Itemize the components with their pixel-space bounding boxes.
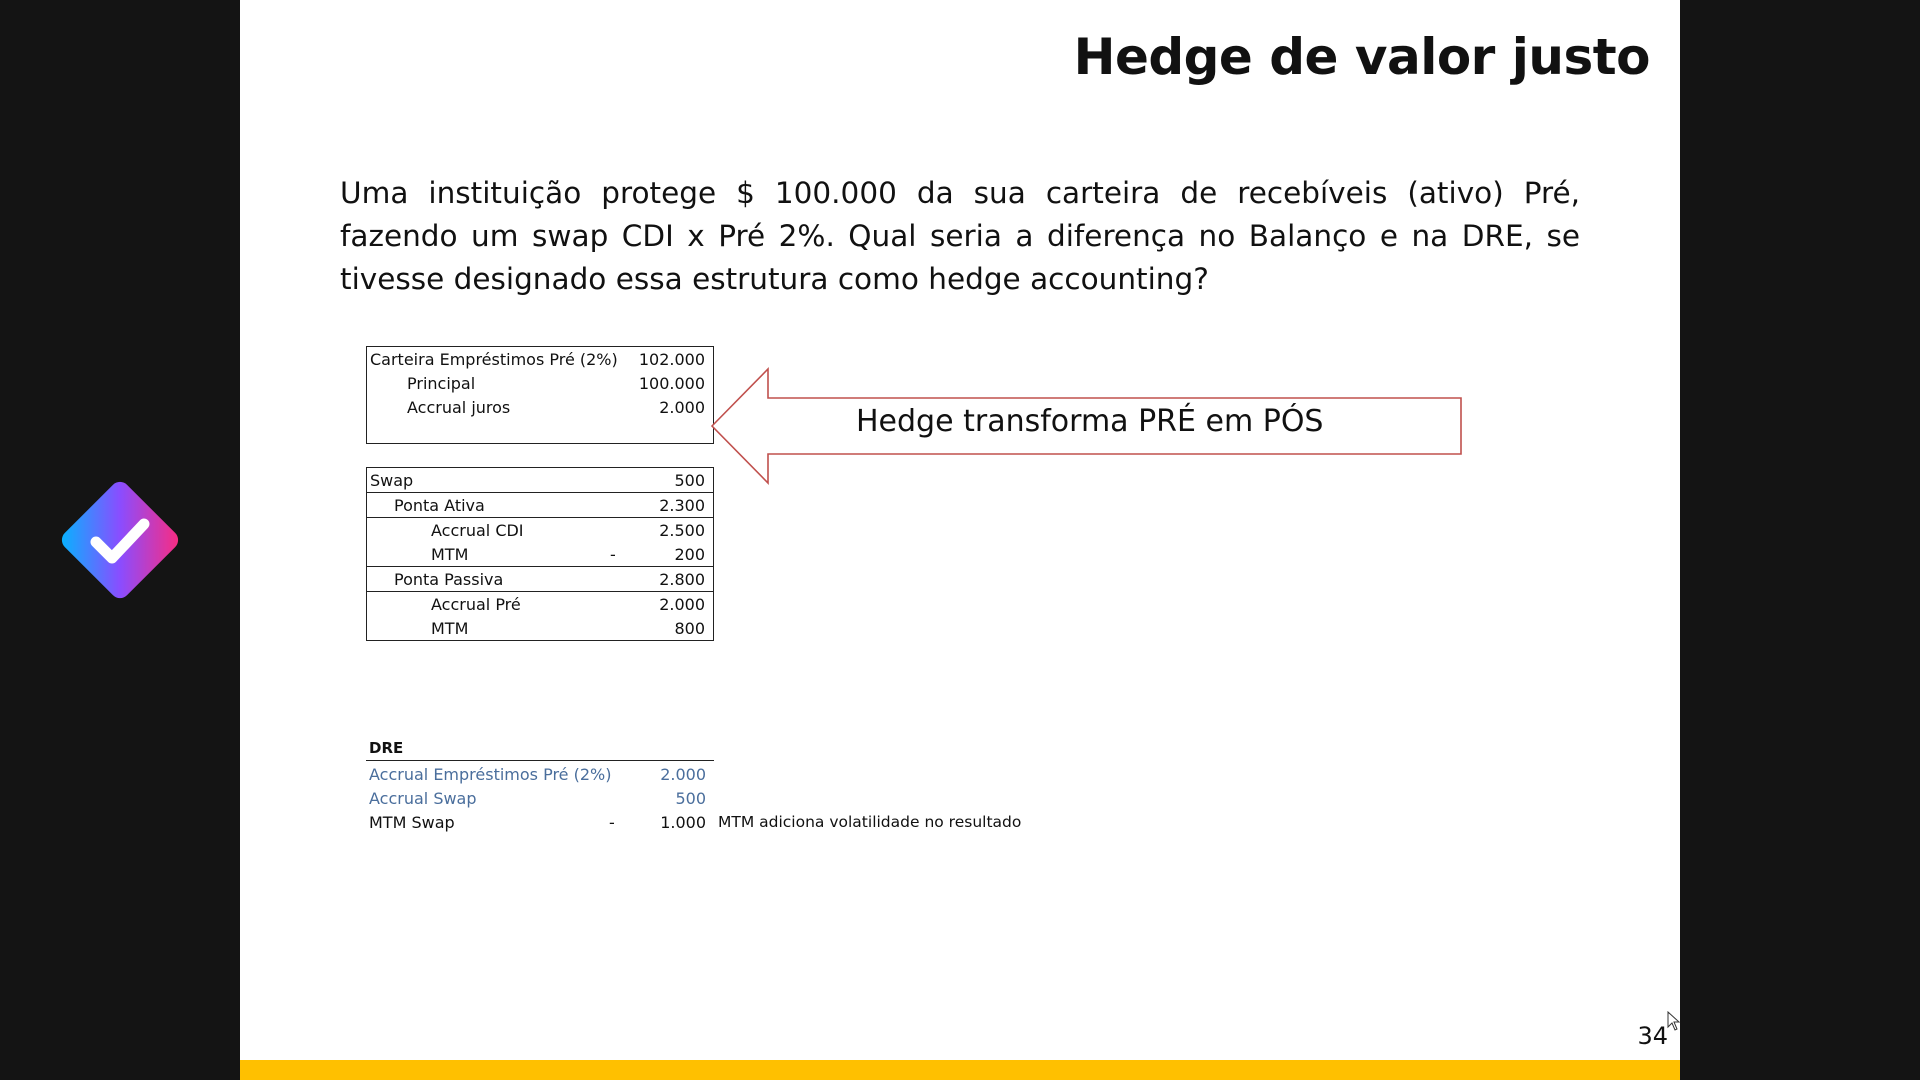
dre-row-label: Accrual Swap [369, 789, 477, 808]
row-sign: - [610, 545, 616, 564]
dre-row-value: 2.000 [660, 765, 706, 784]
row-value: 100.000 [638, 374, 705, 393]
row-value: 200 [674, 545, 705, 564]
table-row [367, 542, 713, 567]
dre-row-value: 500 [675, 789, 706, 808]
row-label: Accrual CDI [431, 521, 524, 540]
table-row [367, 468, 713, 493]
row-value: 2.800 [659, 570, 705, 589]
dre-section [366, 736, 1086, 833]
slide [240, 0, 1680, 1080]
accent-bar [240, 1060, 1680, 1080]
dre-row-value: 1.000 [660, 813, 706, 832]
row-value: 2.500 [659, 521, 705, 540]
table-row [367, 395, 713, 419]
swap-table [366, 467, 714, 641]
row-value: 500 [674, 471, 705, 490]
row-label: Swap [370, 471, 414, 490]
table-row [367, 567, 713, 592]
page-number: 34 [1637, 1022, 1668, 1050]
dre-row-sign: - [609, 813, 615, 832]
dre-row [366, 809, 1086, 833]
table-row [367, 347, 713, 371]
carteira-table [366, 346, 714, 444]
slide-title: Hedge de valor justo [1073, 28, 1650, 86]
row-value: 102.000 [638, 350, 705, 369]
row-value: 2.300 [659, 496, 705, 515]
dre-row [366, 761, 1086, 785]
table-row [367, 371, 713, 395]
question-text: Uma instituição protege $ 100.000 da sua carteira de recebíveis (ativo) Pré, fazendo um swap CDI x Pré 2%. Qual seria a diferença no Balanço e na DRE, se tivesse designado essa estrutura como hedge accounting? [340, 176, 1580, 296]
table-row [367, 518, 713, 542]
row-label: MTM [431, 619, 469, 638]
row-label: Accrual juros [407, 398, 511, 417]
table-row [367, 616, 713, 640]
callout-text: Hedge transforma PRÉ em PÓS [856, 404, 1324, 439]
dre-row-note: MTM adiciona volatilidade no resultado [718, 813, 1022, 831]
dre-row-label: Accrual Empréstimos Pré (2%) [369, 765, 612, 784]
row-label: MTM [431, 545, 469, 564]
row-label: Ponta Ativa [394, 496, 485, 515]
row-label: Accrual Pré [431, 595, 521, 614]
dre-row [366, 785, 1086, 809]
mouse-pointer-icon [1667, 1011, 1681, 1031]
table-row [367, 419, 713, 443]
row-value: 2.000 [659, 398, 705, 417]
checkmark-diamond-logo-icon [50, 470, 190, 610]
dre-heading-row [366, 736, 714, 761]
row-label: Principal [407, 374, 476, 393]
table-row [367, 592, 713, 616]
row-label: Carteira Empréstimos Pré (2%) [370, 350, 618, 369]
row-value: 2.000 [659, 595, 705, 614]
row-label: Ponta Passiva [394, 570, 504, 589]
dre-row-label: MTM Swap [369, 813, 455, 832]
table-row [367, 493, 713, 518]
row-value: 800 [674, 619, 705, 638]
dre-heading: DRE [369, 739, 404, 757]
